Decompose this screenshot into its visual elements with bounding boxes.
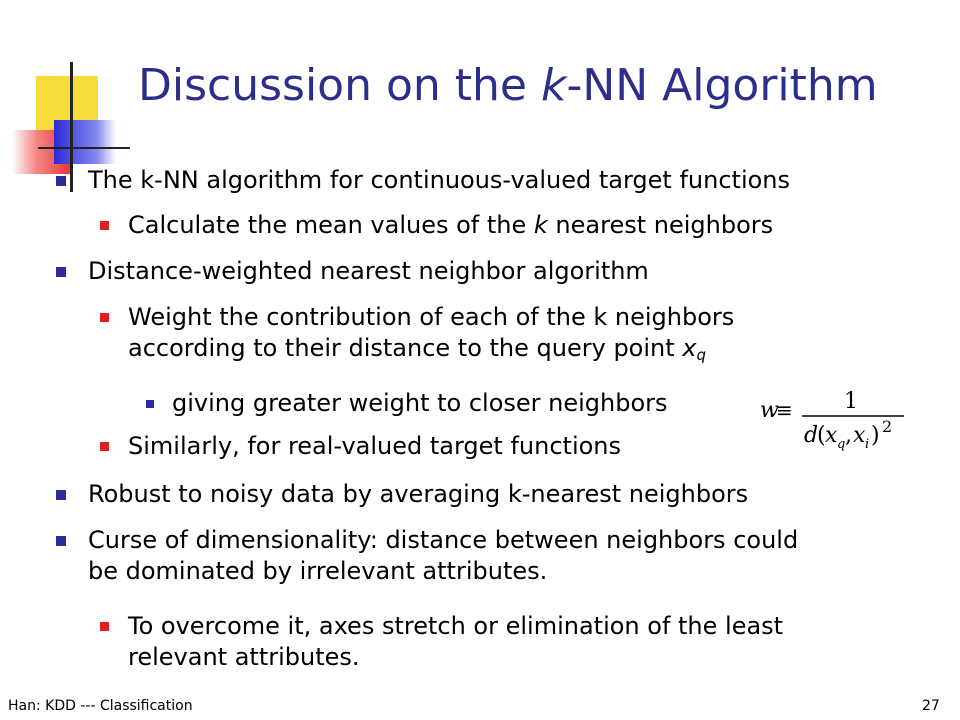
bullet-marker <box>56 490 66 500</box>
bullet-marker <box>146 400 154 408</box>
bullet-knn-continuous: The k-NN algorithm for continuous-valued target functions <box>88 165 790 196</box>
formula-comma: , <box>845 423 852 448</box>
bullet-marker <box>56 267 66 277</box>
bullet-distance-weighted: Distance-weighted nearest neighbor algorithm <box>88 256 649 287</box>
page-number: 27 <box>922 698 940 714</box>
formula-sub-q: q <box>837 437 846 452</box>
formula-exp: 2 <box>882 417 893 436</box>
bullet-mean-values: Calculate the mean values of the k nearest neighbors <box>128 210 773 241</box>
formula-sub-i: i <box>865 437 870 452</box>
formula-w: w <box>760 398 779 423</box>
formula-xi: x <box>853 423 866 448</box>
decor-blue-square <box>54 120 116 164</box>
footer-course: Han: KDD --- Classification <box>8 698 193 714</box>
formula-numerator: 1 <box>844 389 858 414</box>
bullet-curse-dimensionality: Curse of dimensionality: distance between neighbors could be dominated by irrelevant attributes. <box>88 525 798 587</box>
bullet-marker <box>100 313 109 322</box>
formula-d: d <box>804 423 819 448</box>
bullet-robust-noisy: Robust to noisy data by averaging k-nearest neighbors <box>88 479 748 510</box>
bullet-marker <box>100 221 109 230</box>
bullet-marker <box>56 176 66 186</box>
formula-open: ( <box>817 423 826 448</box>
slide-title: Discussion on the k-NN Algorithm <box>138 60 878 111</box>
formula-close: ) <box>871 423 880 448</box>
formula-xq: x <box>825 423 838 448</box>
weight-formula <box>758 384 908 452</box>
bullet-marker <box>56 536 66 546</box>
bullet-marker <box>100 622 109 631</box>
bullet-overcome: To overcome it, axes stretch or elimination of the least relevant attributes. <box>128 611 783 673</box>
bullet-greater-weight: giving greater weight to closer neighbors <box>172 388 668 419</box>
bullet-marker <box>100 442 109 451</box>
bullet-weight-contribution: Weight the contribution of each of the k neighbors according to their distance to the query point $x_q$ <box>128 302 734 371</box>
decor-horizontal-line <box>38 147 130 149</box>
decor-vertical-line <box>70 62 73 192</box>
bullet-real-valued: Similarly, for real-valued target functions <box>128 431 621 462</box>
formula-equiv: ≡ <box>776 398 793 422</box>
